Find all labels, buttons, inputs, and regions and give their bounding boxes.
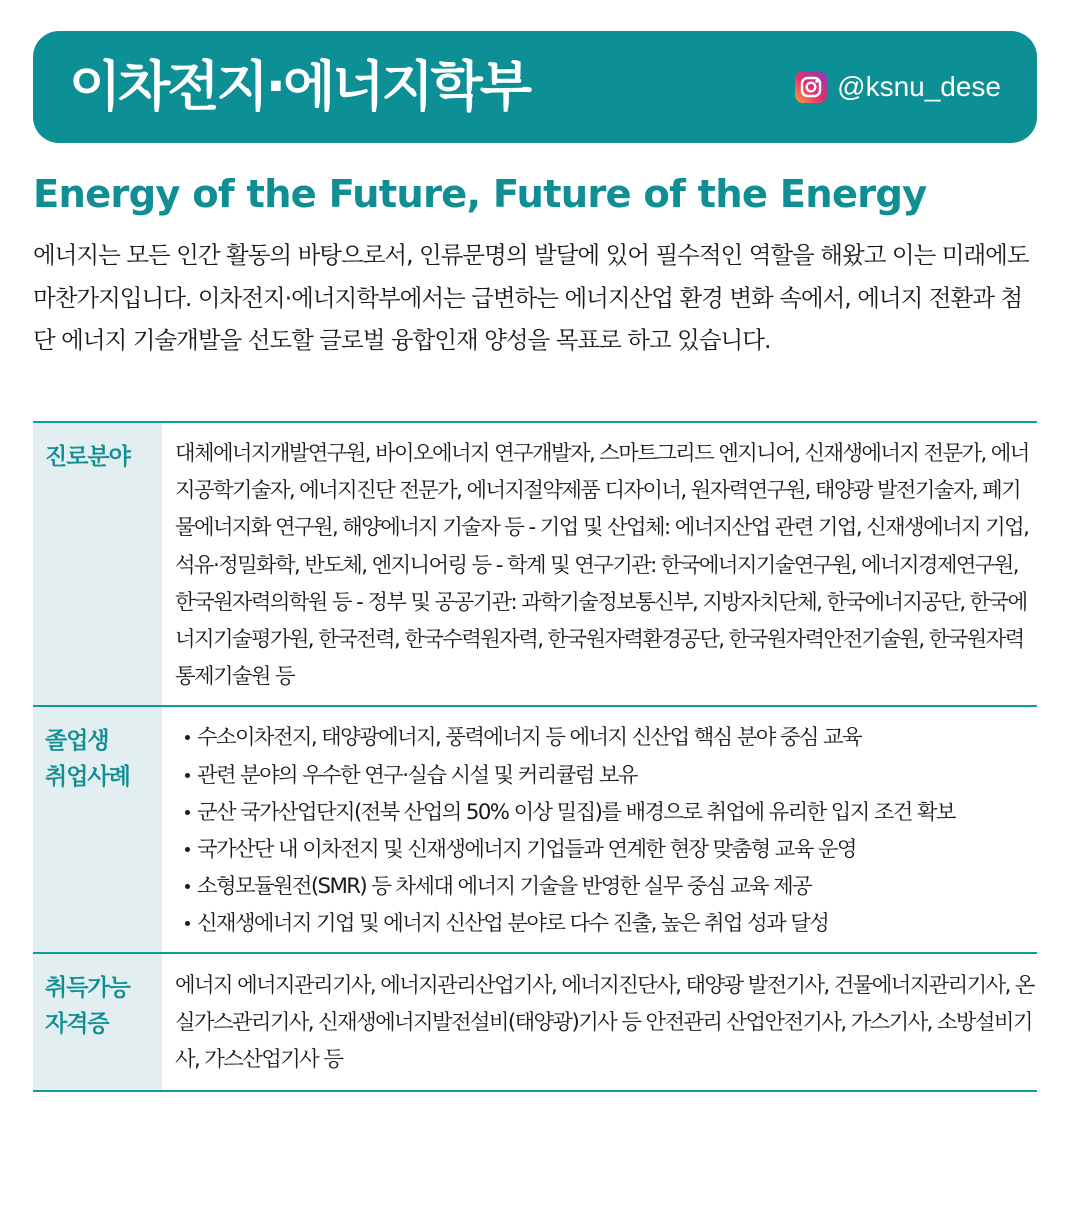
certificate-label-line2: 자격증: [45, 1010, 109, 1037]
career-label-text: 진로분야: [45, 444, 130, 470]
list-item: 국가산단 내 이차전지 및 신재생에너지 기업들과 연계한 현장 맞춤형 교육 운영: [175, 831, 1037, 868]
employment-label-line1: 졸업생: [45, 728, 109, 755]
intro-paragraph: 에너지는 모든 인간 활동의 바탕으로서, 인류문명의 발달에 있어 필수적인 역할을 해왔고 이는 미래에도 마찬가지입니다. 이차전지·에너지학부에서는 급변하는 에너지산업 환경 변화 속에서, 에너지 전환과 첨단 에너지 기술개발을 선도할 글로벌 융합인재 양성을 목표로 하고 있습니다.: [33, 241, 1029, 354]
header-banner: [33, 31, 1037, 143]
career-label: [33, 423, 162, 705]
career-text: 대체에너지개발연구원, 바이오에너지 연구개발자, 스마트그리드 엔지니어, 신재생에너지 전문가, 에너지공학기술자, 에너지진단 전문가, 에너지절약제품 디자이너, 원자력연구원, 태양광 발전기술자, 폐기물에너지화 연구원, 해양에너지 기술자 등 - 기업 및 산업체: 에너지산업 관련 기업, 신재생에너지 기업, 석유·정밀화학, 반도체, 엔지니어링 등 - 학계 및 연구기관: 한국에너지기술연구원, 에너지경제연구원, 한국원자력의학원 등 - 정부 및 공공기관: 과학기술정보통신부, 지방자치단체, 한국에너지공단, 한국에너지기술평가원, 한국전력, 한국수력원자력, 한국원자력환경공단, 한국원자력안전기술원, 한국원자력통제기술원 등: [175, 441, 1029, 690]
page-title: 이차전지·에너지학부: [69, 55, 529, 118]
certificate-row: [33, 952, 1037, 1091]
list-item: 수소이차전지, 태양광에너지, 풍력에너지 등 에너지 신산업 핵심 분야 중심 교육: [175, 719, 1037, 756]
instagram-handle: @ksnu_dese: [837, 71, 1001, 102]
list-item: 소형모듈원전(SMR) 등 차세대 에너지 기술을 반영한 실무 중심 교육 제공: [175, 868, 1037, 905]
list-item: 신재생에너지 기업 및 에너지 신산업 분야로 다수 진출, 높은 취업 성과 달성: [175, 905, 1037, 942]
employment-label: [33, 707, 162, 951]
certificate-label: [33, 954, 162, 1091]
instagram-icon: [795, 71, 827, 103]
career-row: [33, 423, 1037, 705]
certificate-label-line1: 취득가능: [45, 974, 130, 1001]
instagram-link[interactable]: [795, 67, 1001, 107]
tagline: Energy of the Future, Future of the Energy: [33, 172, 927, 217]
employment-label-line2: 취업사례: [45, 764, 130, 791]
employment-row: [33, 705, 1037, 951]
list-item: 군산 국가산업단지(전북 산업의 50% 이상 밀집)를 배경으로 취업에 유리한 입지 조건 확보: [175, 794, 1037, 831]
employment-body: [162, 707, 1037, 951]
employment-list: [175, 719, 1037, 942]
info-table: [33, 421, 1037, 1092]
certificate-text: 에너지 에너지관리기사, 에너지관리산업기사, 에너지진단사, 태양광 발전기사, 건물에너지관리기사, 온실가스관리기사, 신재생에너지발전설비(태양광)기사 등 안전관리 산업안전기사, 가스기사, 소방설비기사, 가스산업기사 등: [175, 972, 1034, 1073]
list-item: 관련 분야의 우수한 연구·실습 시설 및 커리큘럼 보유: [175, 757, 1037, 794]
